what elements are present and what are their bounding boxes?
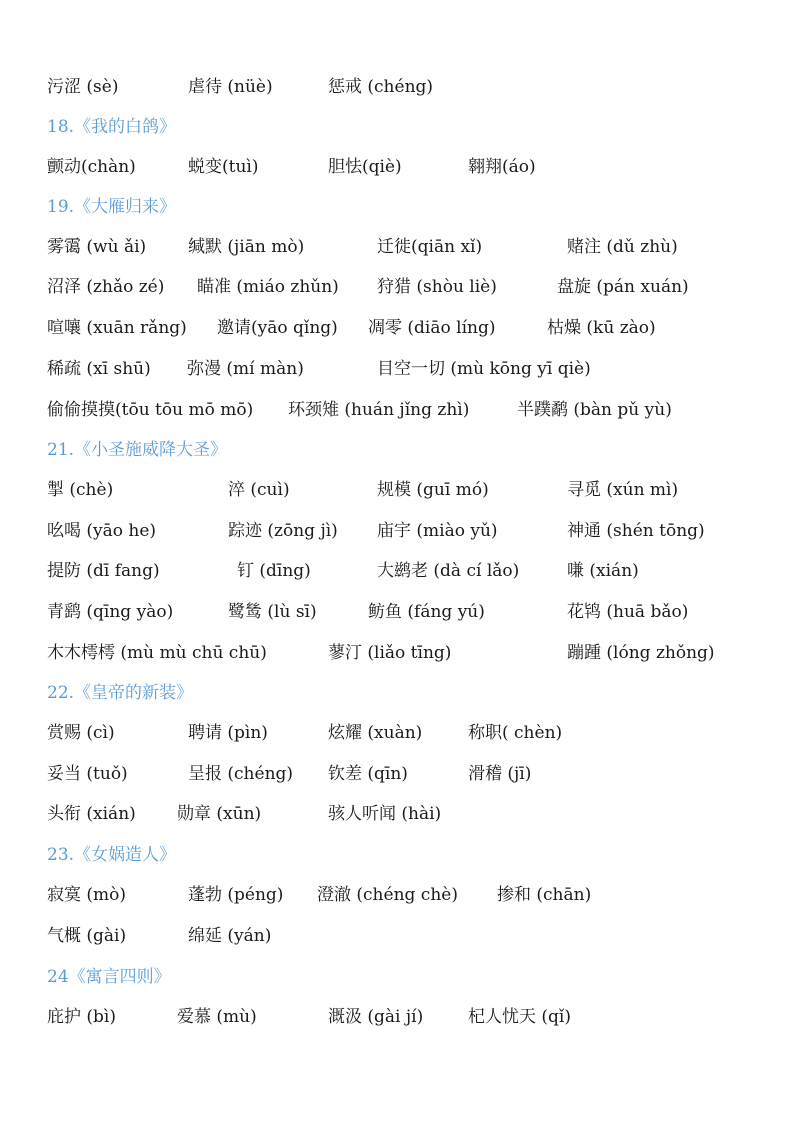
vocab-item: 神通 (shén tōng) [567,521,705,541]
vocab-item: 庇护 (bì) [47,1007,116,1027]
vocab-item: 鲂鱼 (fáng yú) [368,602,485,622]
vocab-item: 迁徙(qiān xǐ) [377,237,483,257]
vocab-item: 翱翔(áo) [468,157,536,177]
vocab-row [0,518,793,546]
vocab-item: 蹦踵 (lóng zhǒng) [567,643,715,663]
vocab-item: 枯燥 (kū zào) [547,318,656,338]
section-heading: 23.《女娲造人》 [47,845,177,865]
vocab-item: 头衔 (xián) [47,804,136,824]
vocab-item: 钉 (dīng) [237,561,311,581]
vocab-item: 提防 (dī fang) [47,561,160,581]
vocab-row [0,882,793,910]
vocab-item: 钦差 (qīn) [328,764,408,784]
vocab-item: 雾霭 (wù ǎi) [47,237,147,257]
vocab-item: 蜕变(tuì) [188,157,259,177]
vocab-row [0,315,793,343]
vocab-item: 半蹼鹬 (bàn pǔ yù) [517,400,672,420]
vocab-item: 淬 (cuì) [228,480,290,500]
vocab-item: 勋章 (xūn) [177,804,262,824]
vocab-row [0,558,793,586]
vocab-item: 污涩 (sè) [47,77,119,97]
vocab-item: 骇人听闻 (hài) [328,804,442,824]
vocab-item: 颤动(chàn) [47,157,136,177]
vocab-item: 庙宇 (miào yǔ) [377,521,498,541]
vocab-item: 稀疏 (xī shū) [47,359,151,379]
vocab-item: 滑稽 (jī) [468,764,532,784]
vocab-row [0,477,793,505]
vocab-row [0,720,793,748]
vocab-item: 盘旋 (pán xuán) [557,277,689,297]
vocab-item: 蓼汀 (liǎo tīng) [328,643,452,663]
vocab-item: 呈报 (chéng) [188,764,294,784]
vocab-row [0,154,793,182]
vocab-row [0,801,793,829]
vocab-item: 目空一切 (mù kōng yī qiè) [377,359,591,379]
vocab-item: 赏赐 (cì) [47,723,115,743]
vocab-row [0,397,793,425]
vocab-item: 气概 (gài) [47,926,127,946]
vocab-item: 惩戒 (chéng) [328,77,434,97]
vocab-item: 大鹚老 (dà cí lǎo) [377,561,520,581]
vocab-row [0,274,793,302]
section-heading: 19.《大雁归来》 [47,197,177,217]
vocab-row [0,234,793,262]
vocab-item: 青鹞 (qīng yào) [47,602,174,622]
vocab-item: 绵延 (yán) [188,926,272,946]
vocab-item: 喧嚷 (xuān rǎng) [47,318,187,338]
vocab-item: 掺和 (chān) [497,885,592,905]
vocab-item: 嗛 (xián) [567,561,639,581]
vocab-item: 赌注 (dǔ zhù) [567,237,678,257]
vocab-item: 缄默 (jiān mò) [188,237,305,257]
vocab-row [0,640,793,668]
vocab-item: 凋零 (diāo líng) [368,318,496,338]
vocab-item: 吆喝 (yāo he) [47,521,157,541]
vocab-item: 环颈雉 (huán jǐng zhì) [288,400,470,420]
vocab-item: 邀请(yāo qǐng) [217,318,338,338]
section-heading: 18.《我的白鸽》 [47,117,177,137]
vocab-item: 掣 (chè) [47,480,114,500]
vocab-item: 花鸨 (huā bǎo) [567,602,689,622]
section-heading: 21.《小圣施威降大圣》 [47,440,228,460]
vocab-item: 溉汲 (gài jí) [328,1007,424,1027]
vocab-item: 瞄准 (miáo zhǔn) [197,277,339,297]
vocab-item: 沼泽 (zhǎo zé) [47,277,165,297]
vocab-row [0,761,793,789]
vocab-row [0,74,793,102]
vocab-item: 狩猎 (shòu liè) [377,277,497,297]
vocab-item: 规模 (guī mó) [377,480,489,500]
vocab-item: 澄澈 (chéng chè) [317,885,458,905]
vocab-item: 踪迹 (zōng jì) [228,521,338,541]
vocab-item: 妥当 (tuǒ) [47,764,128,784]
vocab-row [0,599,793,627]
vocab-item: 虐待 (nüè) [188,77,273,97]
vocab-item: 聘请 (pìn) [188,723,268,743]
vocab-item: 鹭鸶 (lù sī) [228,602,317,622]
vocab-item: 蓬勃 (péng) [188,885,284,905]
section-heading: 22.《皇帝的新装》 [47,683,194,703]
vocab-item: 寂寞 (mò) [47,885,127,905]
vocab-row [0,1004,793,1032]
vocab-item: 偷偷摸摸(tōu tōu mō mō) [47,400,254,420]
vocab-item: 寻觅 (xún mì) [567,480,679,500]
vocab-item: 木木樗樗 (mù mù chū chū) [47,643,267,663]
vocab-item: 杞人忧天 (qǐ) [468,1007,571,1027]
vocab-row [0,356,793,384]
vocab-item: 炫耀 (xuàn) [328,723,423,743]
vocab-item: 胆怯(qiè) [328,157,402,177]
vocab-item: 称职( chèn) [468,723,563,743]
vocab-item: 爱慕 (mù) [177,1007,257,1027]
vocab-row [0,923,793,951]
vocab-item: 弥漫 (mí màn) [187,359,304,379]
section-heading: 24《寓言四则》 [47,967,171,987]
